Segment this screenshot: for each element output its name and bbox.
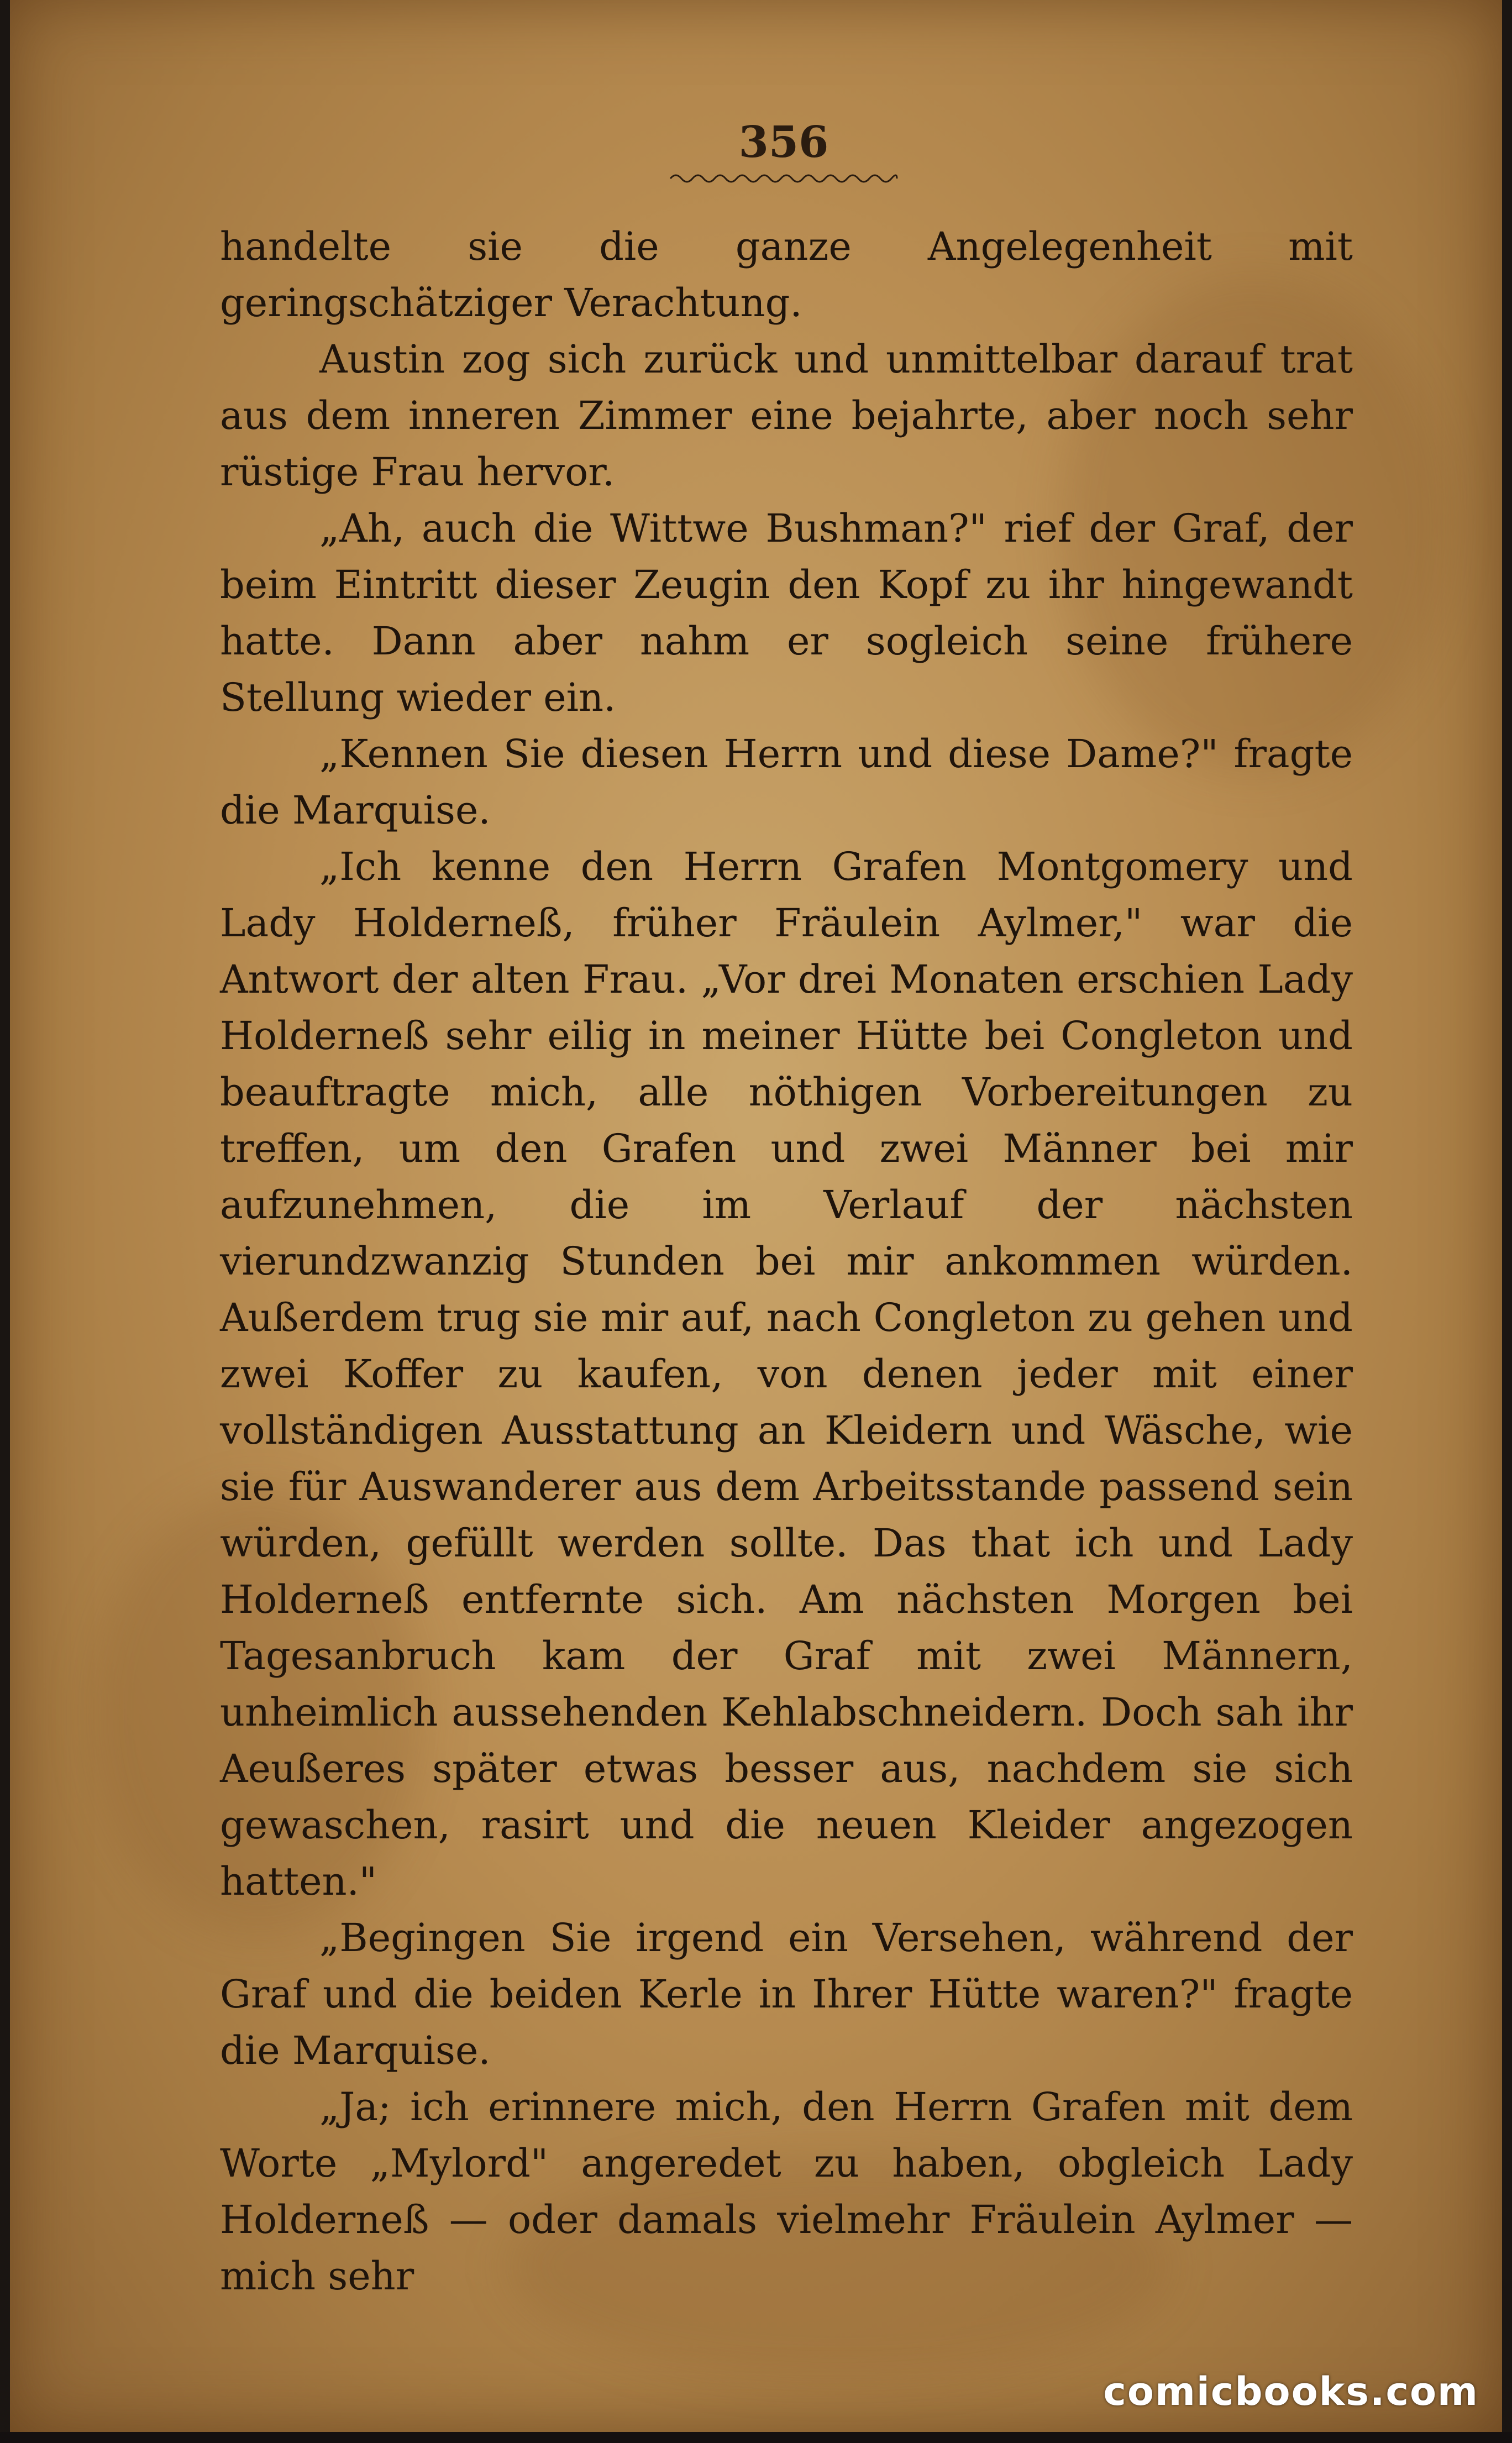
- paragraph: „Ah, auch die Wittwe Bushman?" rief der Graf, der beim Eintritt dieser Zeugin den Kopf zu ihr hingewandt hatte. Dann aber nahm er sogleich seine frühere Stellung wieder ein.: [220, 506, 1353, 720]
- page-number: 356: [738, 117, 829, 167]
- paragraph: „Ja; ich erinnere mich, den Herrn Grafen mit dem Worte „Mylord" angeredet zu haben, obgleich Lady Holderneß — oder damals vielmehr Fräulein Aylmer — mich sehr: [220, 2084, 1353, 2299]
- book-page: [10, 0, 1502, 2432]
- body-text: [220, 218, 1353, 2304]
- paragraph: Austin zog sich zurück und unmittelbar darauf trat aus dem inneren Zimmer eine bejahrte, aber noch sehr rüstige Frau hervor.: [220, 337, 1353, 495]
- paragraph: „Kennen Sie diesen Herrn und diese Dame?" fragte die Marquise.: [220, 731, 1353, 833]
- paragraph: „Ich kenne den Herrn Grafen Montgomery und Lady Holderneß, früher Fräulein Aylmer," war die Antwort der alten Frau. „Vor drei Monaten erschien Lady Holderneß sehr eilig in meiner Hütte bei Congleton und beauftragte mich, alle nöthigen Vorbereitungen zu treffen, um den Grafen und zwei Männer bei mir aufzunehmen, die im Verlauf der nächsten vierundzwanzig Stunden bei mir ankommen würden. Außerdem trug sie mir auf, nach Congleton zu gehen und zwei Koffer zu kaufen, von denen jeder mit einer vollständigen Ausstattung an Kleidern und Wäsche, wie sie für Auswanderer aus dem Arbeitsstande passend sein würden, gefüllt werden sollte. Das that ich und Lady Holderneß entfernte sich. Am nächsten Morgen bei Tagesanbruch kam der Graf mit zwei Männern, unheimlich aussehenden Kehlabschneidern. Doch sah ihr Aeußeres später etwas besser aus, nachdem sie sich gewaschen, rasirt und die neuen Kleider angezogen hatten.": [220, 844, 1353, 1904]
- paragraph: handelte sie die ganze Angelegenheit mit geringschätziger Verachtung.: [220, 224, 1353, 326]
- watermark: comicbooks.com: [1103, 2369, 1479, 2414]
- paragraph: „Begingen Sie irgend ein Versehen, während der Graf und die beiden Kerle in Ihrer Hütte waren?" fragte die Marquise.: [220, 1915, 1353, 2073]
- wavy-rule-ornament: [668, 170, 900, 187]
- scan-edge: [0, 2432, 1512, 2443]
